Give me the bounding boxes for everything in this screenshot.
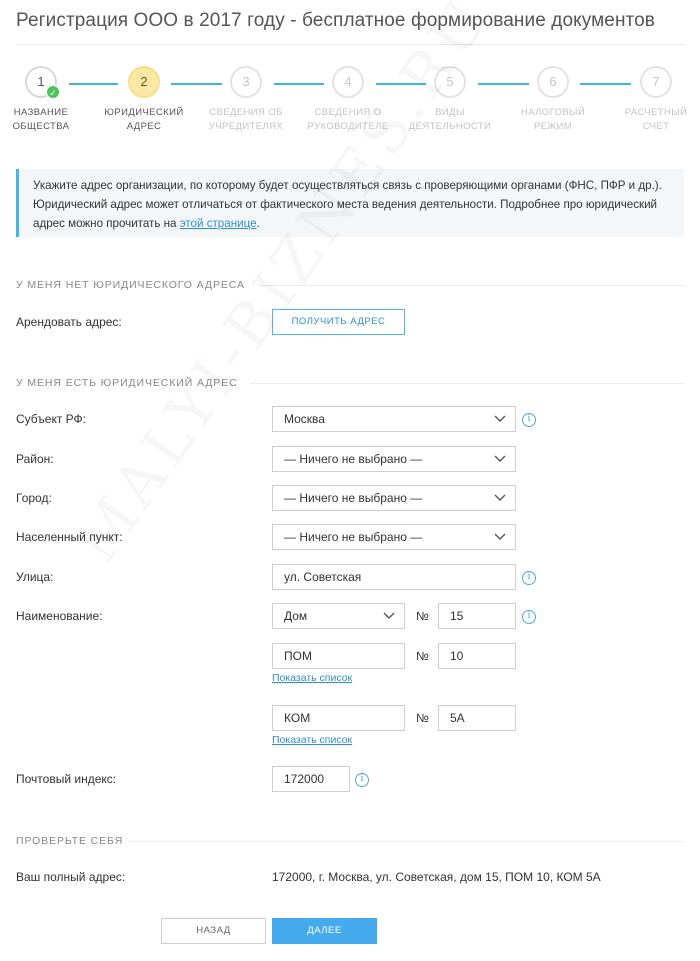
number-sign: № [416, 711, 429, 725]
city-value: — Ничего не выбрано — [284, 491, 423, 505]
chevron-down-icon [494, 531, 506, 541]
info-icon[interactable]: i [522, 413, 536, 427]
info-icon[interactable]: i [522, 610, 536, 624]
info-callout [16, 169, 684, 237]
step-activities[interactable] [400, 66, 500, 134]
step-founders[interactable] [196, 66, 296, 134]
district-select[interactable] [272, 446, 516, 472]
step-bank-account[interactable] [606, 66, 700, 134]
chevron-down-icon [383, 610, 395, 620]
step-number: 5 [434, 66, 466, 98]
check-icon: ✓ [46, 85, 60, 99]
info-text: Укажите адрес организации, по которому будет осуществляться связь с проверяющими органами (ФНС, ПФР и др.). Юридический адрес может отличаться от фактического места ведения деятельности. Подробнее про юридический адрес можно прочитать на [33, 179, 662, 230]
postal-code-label: Почтовый индекс: [16, 772, 117, 786]
progress-steps [0, 66, 700, 146]
name-label: Наименование: [16, 609, 103, 623]
building-type-select[interactable] [272, 603, 405, 629]
chevron-down-icon [494, 492, 506, 502]
building-number-input[interactable]: 15 [438, 603, 516, 629]
locality-label: Населенный пункт: [16, 530, 123, 544]
step-label: РАСЧЕТНЫЙ СЧЕТ [624, 107, 688, 132]
step-legal-address[interactable] [94, 66, 194, 134]
full-address-value: 172000, г. Москва, ул. Советская, дом 15, ПОМ 10, КОМ 5А [272, 870, 601, 884]
room-number-input[interactable]: 10 [438, 643, 516, 669]
building-type-value: Дом [284, 609, 308, 623]
postal-code-input[interactable]: 172000 [272, 766, 350, 792]
number-sign: № [416, 609, 429, 623]
step-director[interactable] [298, 66, 398, 134]
region-select[interactable] [272, 406, 516, 432]
step-number: 4 [332, 66, 364, 98]
step-label: НАЗВАНИЕ ОБЩЕСТВА [12, 107, 70, 132]
locality-value: — Ничего не выбрано — [284, 530, 423, 544]
section-divider [258, 285, 684, 286]
step-company-name[interactable] [0, 66, 91, 134]
street-label: Улица: [16, 570, 54, 584]
step-number: 1 ✓ [25, 66, 57, 98]
info-text-end: . [256, 217, 260, 230]
locality-select[interactable] [272, 524, 516, 550]
section-divider [128, 841, 684, 842]
step-label: СВЕДЕНИЯ ОБ УЧРЕДИТЕЛЯХ [208, 107, 284, 132]
city-label: Город: [16, 491, 52, 505]
office-type-input[interactable]: КОМ [272, 705, 405, 731]
section-heading-no-address: У МЕНЯ НЕТ ЮРИДИЧЕСКОГО АДРЕСА [16, 279, 245, 291]
next-button[interactable]: ДАЛЕЕ [272, 918, 377, 944]
region-value: Москва [284, 412, 325, 426]
section-heading-check: ПРОВЕРЬТЕ СЕБЯ [16, 835, 124, 847]
rent-address-label: Арендовать адрес: [16, 315, 122, 329]
get-address-button[interactable]: ПОЛУЧИТЬ АДРЕС [272, 309, 405, 335]
district-value: — Ничего не выбрано — [284, 452, 423, 466]
city-select[interactable] [272, 485, 516, 511]
step-label: НАЛОГОВЫЙ РЕЖИМ [520, 107, 586, 132]
section-heading-has-address: У МЕНЯ ЕСТЬ ЮРИДИЧЕСКИЙ АДРЕС [16, 377, 238, 389]
chevron-down-icon [494, 413, 506, 423]
info-icon[interactable]: i [522, 571, 536, 585]
show-list-link[interactable]: Показать список [272, 734, 353, 746]
step-label: ЮРИДИЧЕСКИЙ АДРЕС [104, 107, 184, 132]
show-list-link[interactable]: Показать список [272, 672, 353, 684]
step-label: СВЕДЕНИЯ О РУКОВОДИТЕЛЕ [307, 107, 389, 132]
page-title: Регистрация ООО в 2017 году - бесплатное формирование документов [16, 10, 655, 31]
region-label: Субъект РФ: [16, 412, 86, 426]
chevron-down-icon [494, 453, 506, 463]
office-number-input[interactable]: 5А [438, 705, 516, 731]
title-divider [16, 44, 684, 45]
number-sign: № [416, 649, 429, 663]
district-label: Район: [16, 452, 54, 466]
step-number: 2 [128, 66, 160, 98]
info-icon[interactable]: i [355, 773, 369, 787]
full-address-label: Ваш полный адрес: [16, 870, 126, 884]
step-number: 3 [230, 66, 262, 98]
step-number: 6 [537, 66, 569, 98]
room-type-input[interactable]: ПОМ [272, 643, 405, 669]
step-tax-regime[interactable] [503, 66, 603, 134]
section-divider [250, 383, 684, 384]
step-number: 7 [640, 66, 672, 98]
info-link[interactable]: этой странице [179, 217, 257, 230]
back-button[interactable]: НАЗАД [161, 918, 266, 944]
step-label: ВИДЫ ДЕЯТЕЛЬНОСТИ [408, 107, 492, 132]
street-input[interactable]: ул. Советская [272, 564, 516, 590]
